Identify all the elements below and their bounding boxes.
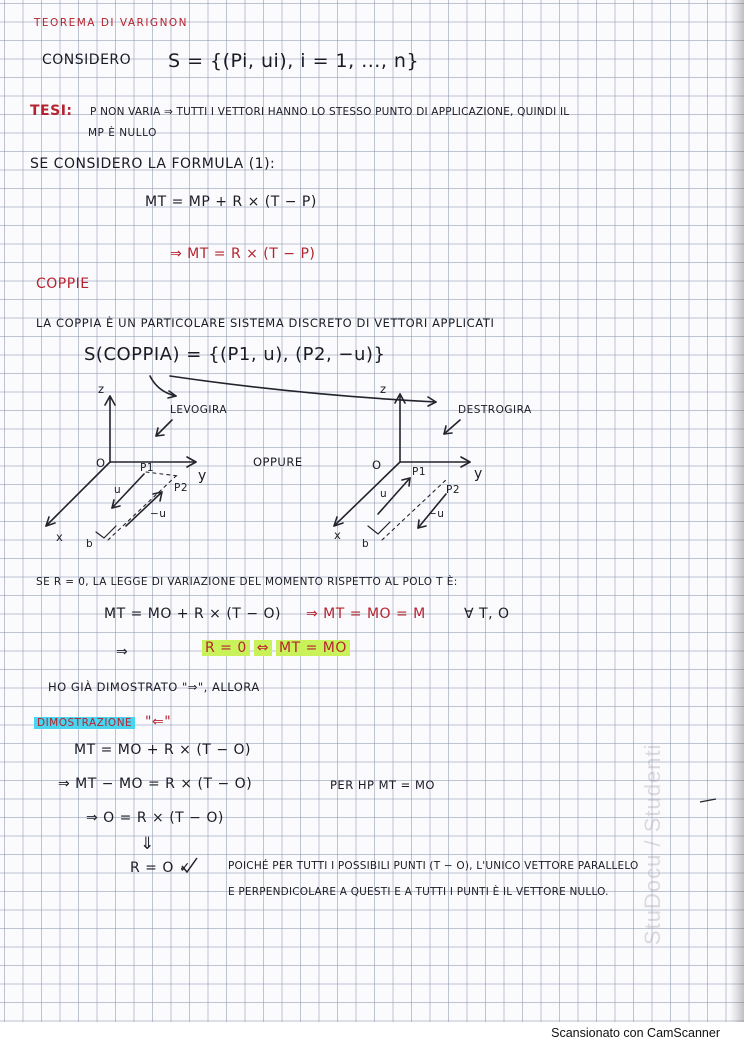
left-x-axis [46,462,110,526]
set-definition: S = {(Pi, ui), i = 1, ..., n} [168,50,420,72]
right-x-label: x [334,528,342,542]
levogira-label: LEVOGIRA [170,404,228,416]
coppia-definition: LA COPPIA È UN PARTICOLARE SISTEMA DISCRETO DI VETTORI APPLICATI [36,316,495,330]
formula-2: ⇒ MT = R × (T − P) [170,246,316,262]
down-implies-arrow: ⇓ [140,834,155,854]
equiv-right: MT = MO [276,640,350,656]
left-p1-label: P1 [140,462,155,474]
per-hp-note: PER HP MT = MO [330,778,435,792]
dimostrazione-label: DIMOSTRAZIONE [34,717,135,729]
se-r-zero-line: SE R = 0, LA LEGGE DI VARIAZIONE DEL MOMENTO RISPETTO AL POLO T È: [36,576,458,588]
implies-arrow: ⇒ [116,644,129,660]
equiv-left: R = 0 [202,640,250,656]
left-b-label: b [86,538,94,550]
conclusion-line-1: POICHÉ PER TUTTI I POSSIBILI PUNTI (T − O), L'UNICO VETTORE PARALLELO [228,860,639,872]
dimostrazione-direction: "⇐" [145,714,172,730]
destrogira-label: DESTROGIRA [458,404,532,416]
left-p2-label: P2 [174,482,189,494]
camscanner-footer: Scansionato con CamScanner [551,1026,720,1040]
tesi-line-2: MP È NULLO [88,127,157,139]
right-x-axis [334,462,400,526]
proof-step-1: MT = MO + R × (T − O) [74,742,251,758]
proof-step-3: ⇒ O = R × (T − O) [86,810,224,826]
right-minus-u-label: −u [428,508,445,520]
right-p1-label: P1 [412,466,427,478]
right-z-label: z [380,382,387,396]
coppie-heading: COPPIE [36,276,90,292]
left-x-label: x [56,530,64,544]
watermark-text: StuDocu / Studenti [640,743,665,945]
formula-intro: SE CONSIDERO LA FORMULA (1): [30,156,276,172]
coppia-set: S(COPPIA) = {(P1, u), (P2, −u)} [84,344,386,365]
theorem-title: TEOREMA DI VARIGNON [34,17,189,29]
left-origin-label: O [96,456,106,470]
right-origin-label: O [372,458,382,472]
mt-result: ⇒ MT = MO = M [306,606,426,622]
left-u-label: u [114,484,122,496]
dimostrazione-heading [34,714,171,730]
consider-label: CONSIDERO [42,52,132,68]
mt-equation: MT = MO + R × (T − O) [104,606,281,622]
right-b-label: b [362,538,370,550]
conclusion-line-2: E PERPENDICOLARE A QUESTI E A TUTTI I PUNTI È IL VETTORE NULLO. [228,886,609,898]
left-y-label: y [198,468,207,484]
right-u-label: u [380,488,388,500]
right-p2-label: P2 [446,484,461,496]
right-y-label: y [474,466,483,482]
equiv-arrow: ⇔ [254,640,272,656]
destrogira-pointer [170,376,436,402]
forall-label: ∀ T, O [464,606,510,622]
tesi-label: TESI: [30,103,73,119]
oppure-label: OPPURE [253,455,303,469]
tesi-line-1: P NON VARIA ⇒ TUTTI I VETTORI HANNO LO STESSO PUNTO DI APPLICAZIONE, QUINDI IL [90,106,570,118]
gia-dimostrato: HO GIÀ DIMOSTRATO "⇒", ALLORA [48,680,260,694]
equivalence-line [202,640,350,656]
formula-1: MT = MP + R × (T − P) [145,194,317,210]
left-minus-u-label: −u [150,508,167,520]
proof-step-2: ⇒ MT − MO = R × (T − O) [58,776,253,792]
left-z-label: z [98,382,105,396]
proof-step-4: R = O ✓ [130,860,192,876]
